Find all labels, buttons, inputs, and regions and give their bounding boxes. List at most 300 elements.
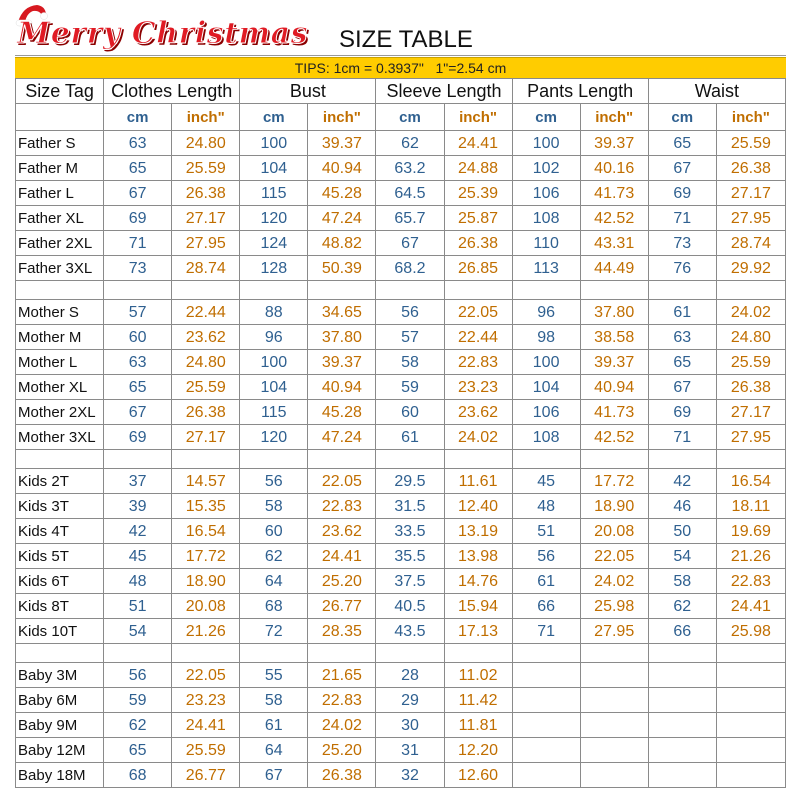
- cm-value-cell: 76: [648, 256, 716, 281]
- size-tag-cell: Father L: [16, 181, 104, 206]
- size-table-body: [16, 131, 786, 788]
- cm-value-cell: 54: [648, 544, 716, 569]
- inch-value-cell: 22.83: [444, 350, 512, 375]
- size-table: [15, 78, 786, 788]
- cm-value-cell: 57: [104, 300, 172, 325]
- spacer-cell: [172, 644, 240, 663]
- cm-value-cell: 45: [104, 544, 172, 569]
- inch-value-cell: 47.24: [308, 206, 376, 231]
- inch-value-cell: 26.38: [716, 156, 785, 181]
- inch-value-cell: 20.08: [580, 519, 648, 544]
- cm-value-cell: 56: [104, 663, 172, 688]
- inch-value-cell: 37.80: [308, 325, 376, 350]
- spacer-cell: [716, 281, 785, 300]
- cm-value-cell: 71: [512, 619, 580, 644]
- spacer-cell: [104, 644, 172, 663]
- cm-value-cell: 31.5: [376, 494, 444, 519]
- cm-value-cell: 61: [648, 300, 716, 325]
- cm-value-cell: 63: [648, 325, 716, 350]
- cm-value-cell: 113: [512, 256, 580, 281]
- group-header-row: [16, 79, 786, 104]
- cm-value-cell: 61: [240, 713, 308, 738]
- size-tag-cell: Father 2XL: [16, 231, 104, 256]
- header-divider: [15, 55, 786, 56]
- inch-value-cell: 24.80: [172, 131, 240, 156]
- table-row: [16, 206, 786, 231]
- spacer-cell: [172, 281, 240, 300]
- cm-value-cell: 100: [240, 131, 308, 156]
- cm-value-cell: 42: [104, 519, 172, 544]
- inch-value-cell: 25.59: [172, 156, 240, 181]
- spacer-cell: [512, 281, 580, 300]
- inch-value-cell: 27.17: [716, 181, 785, 206]
- size-tag-cell: Mother 2XL: [16, 400, 104, 425]
- table-row: [16, 231, 786, 256]
- table-row: [16, 256, 786, 281]
- cm-value-cell: 68.2: [376, 256, 444, 281]
- cm-value-cell: 71: [648, 425, 716, 450]
- inch-value-cell: 26.85: [444, 256, 512, 281]
- table-row: [16, 300, 786, 325]
- table-row: [16, 619, 786, 644]
- table-row: [16, 400, 786, 425]
- spacer-cell: [444, 450, 512, 469]
- inch-value-cell: 14.76: [444, 569, 512, 594]
- cm-value-cell: 120: [240, 206, 308, 231]
- unit-inch: inch": [444, 104, 512, 131]
- inch-value-cell: 22.83: [308, 494, 376, 519]
- inch-value-cell: 37.80: [580, 300, 648, 325]
- inch-value-cell: 15.94: [444, 594, 512, 619]
- cm-value-cell: 115: [240, 181, 308, 206]
- size-tag-cell: Mother XL: [16, 375, 104, 400]
- spacer-cell: [308, 450, 376, 469]
- cm-value-cell: 33.5: [376, 519, 444, 544]
- inch-value-cell: 42.52: [580, 425, 648, 450]
- inch-value-cell: 28.74: [172, 256, 240, 281]
- size-tag-cell: Father S: [16, 131, 104, 156]
- cm-value-cell: 100: [512, 131, 580, 156]
- cm-value-cell: 124: [240, 231, 308, 256]
- table-row: [16, 594, 786, 619]
- inch-value-cell: 22.83: [308, 688, 376, 713]
- cm-value-cell: 67: [376, 231, 444, 256]
- inch-value-cell: 24.41: [444, 131, 512, 156]
- table-row: [16, 519, 786, 544]
- spacer-cell: [240, 281, 308, 300]
- table-row: [16, 713, 786, 738]
- inch-value-cell: 11.42: [444, 688, 512, 713]
- inch-value-cell: 16.54: [172, 519, 240, 544]
- cm-value-cell: 68: [104, 763, 172, 788]
- cm-value-cell: 63: [104, 350, 172, 375]
- inch-value-cell: 23.23: [172, 688, 240, 713]
- group-header-waist: Waist: [648, 79, 785, 104]
- cm-value-cell: 108: [512, 206, 580, 231]
- inch-value-cell: 25.59: [716, 350, 785, 375]
- cm-value-cell: 67: [648, 375, 716, 400]
- table-row: [16, 688, 786, 713]
- inch-value-cell: 25.59: [172, 738, 240, 763]
- table-row: [16, 763, 786, 788]
- inch-value-cell: 22.44: [172, 300, 240, 325]
- size-tag-cell: Baby 3M: [16, 663, 104, 688]
- inch-value-cell: 26.38: [444, 231, 512, 256]
- size-tag-cell: Mother L: [16, 350, 104, 375]
- cm-value-cell: 59: [104, 688, 172, 713]
- inch-value-cell: 44.49: [580, 256, 648, 281]
- cm-value-cell: 71: [648, 206, 716, 231]
- cm-value-cell: 73: [104, 256, 172, 281]
- inch-value-cell: 14.57: [172, 469, 240, 494]
- cm-value-cell: 66: [512, 594, 580, 619]
- cm-value-cell: 35.5: [376, 544, 444, 569]
- spacer-cell: [648, 281, 716, 300]
- spacer-cell: [580, 281, 648, 300]
- inch-value-cell: 39.37: [308, 131, 376, 156]
- table-row: [16, 156, 786, 181]
- inch-value-cell: 27.17: [172, 425, 240, 450]
- inch-value-cell: 13.98: [444, 544, 512, 569]
- inch-value-cell: 12.20: [444, 738, 512, 763]
- cm-value-cell: 65.7: [376, 206, 444, 231]
- cm-value-cell: 65: [104, 738, 172, 763]
- cm-value-cell: 37.5: [376, 569, 444, 594]
- cm-value-cell: 102: [512, 156, 580, 181]
- inch-value-cell: 21.65: [308, 663, 376, 688]
- cm-value-cell: 51: [512, 519, 580, 544]
- size-tag-cell: Kids 5T: [16, 544, 104, 569]
- cm-value-cell: 58: [240, 688, 308, 713]
- table-row: [16, 181, 786, 206]
- cm-value-cell: 65: [104, 375, 172, 400]
- cm-value-cell: 63: [104, 131, 172, 156]
- cm-value-cell: 56: [512, 544, 580, 569]
- page-header: [15, 0, 786, 56]
- cm-value-cell: 64.5: [376, 181, 444, 206]
- cm-value-cell: [512, 713, 580, 738]
- cm-value-cell: [648, 763, 716, 788]
- inch-value-cell: 25.20: [308, 738, 376, 763]
- table-row: [16, 494, 786, 519]
- cm-value-cell: 57: [376, 325, 444, 350]
- inch-value-cell: [716, 713, 785, 738]
- inch-value-cell: 26.38: [172, 181, 240, 206]
- cm-value-cell: 51: [104, 594, 172, 619]
- table-row: [16, 569, 786, 594]
- cm-value-cell: 66: [648, 619, 716, 644]
- inch-value-cell: 26.77: [308, 594, 376, 619]
- inch-value-cell: 24.41: [716, 594, 785, 619]
- cm-value-cell: 45: [512, 469, 580, 494]
- inch-value-cell: 26.38: [308, 763, 376, 788]
- size-tag-cell: Kids 10T: [16, 619, 104, 644]
- inch-value-cell: 24.02: [308, 713, 376, 738]
- cm-value-cell: [648, 688, 716, 713]
- inch-value-cell: 18.90: [172, 569, 240, 594]
- inch-value-cell: 43.31: [580, 231, 648, 256]
- inch-value-cell: 12.60: [444, 763, 512, 788]
- cm-value-cell: 63.2: [376, 156, 444, 181]
- size-tag-cell: Mother 3XL: [16, 425, 104, 450]
- inch-value-cell: 17.72: [580, 469, 648, 494]
- inch-value-cell: 40.16: [580, 156, 648, 181]
- spacer-cell: [512, 450, 580, 469]
- cm-value-cell: 29.5: [376, 469, 444, 494]
- spacer-cell: [716, 644, 785, 663]
- inch-value-cell: 48.82: [308, 231, 376, 256]
- cm-value-cell: 96: [512, 300, 580, 325]
- spacer-cell: [308, 281, 376, 300]
- inch-value-cell: 24.41: [308, 544, 376, 569]
- spacer-cell: [512, 644, 580, 663]
- inch-value-cell: [580, 688, 648, 713]
- inch-value-cell: 25.39: [444, 181, 512, 206]
- spacer-cell: [580, 644, 648, 663]
- cm-value-cell: 96: [240, 325, 308, 350]
- table-row: [16, 375, 786, 400]
- spacer-cell: [240, 644, 308, 663]
- cm-value-cell: 100: [512, 350, 580, 375]
- inch-value-cell: 26.77: [172, 763, 240, 788]
- spacer-cell: [16, 450, 104, 469]
- cm-value-cell: 61: [512, 569, 580, 594]
- unit-cm: cm: [240, 104, 308, 131]
- inch-value-cell: 27.95: [716, 206, 785, 231]
- table-row: [16, 325, 786, 350]
- inch-value-cell: 47.24: [308, 425, 376, 450]
- inch-value-cell: 27.95: [716, 425, 785, 450]
- table-row: [16, 469, 786, 494]
- inch-value-cell: 11.02: [444, 663, 512, 688]
- size-tag-cell: Mother S: [16, 300, 104, 325]
- spacer-cell: [376, 644, 444, 663]
- unit-cm: cm: [648, 104, 716, 131]
- inch-value-cell: [716, 663, 785, 688]
- table-row: [16, 544, 786, 569]
- size-tag-cell: Baby 6M: [16, 688, 104, 713]
- inch-value-cell: 25.59: [172, 375, 240, 400]
- inch-value-cell: 28.74: [716, 231, 785, 256]
- spacer-cell: [172, 450, 240, 469]
- inch-value-cell: 39.37: [308, 350, 376, 375]
- size-tag-cell: Kids 3T: [16, 494, 104, 519]
- cm-value-cell: 65: [648, 350, 716, 375]
- inch-value-cell: 40.94: [308, 156, 376, 181]
- inch-value-cell: [716, 763, 785, 788]
- group-header-clothes-length: Clothes Length: [104, 79, 240, 104]
- cm-value-cell: 108: [512, 425, 580, 450]
- inch-value-cell: 17.72: [172, 544, 240, 569]
- cm-value-cell: 31: [376, 738, 444, 763]
- size-tag-cell: Father 3XL: [16, 256, 104, 281]
- inch-value-cell: 40.94: [308, 375, 376, 400]
- cm-value-cell: 28: [376, 663, 444, 688]
- inch-value-cell: 27.95: [580, 619, 648, 644]
- inch-value-cell: 11.61: [444, 469, 512, 494]
- spacer-cell: [648, 644, 716, 663]
- cm-value-cell: 104: [512, 375, 580, 400]
- spacer-cell: [444, 644, 512, 663]
- cm-value-cell: 32: [376, 763, 444, 788]
- cm-value-cell: 42: [648, 469, 716, 494]
- inch-value-cell: 29.92: [716, 256, 785, 281]
- spacer-cell: [648, 450, 716, 469]
- inch-value-cell: 11.81: [444, 713, 512, 738]
- inch-value-cell: 41.73: [580, 400, 648, 425]
- inch-value-cell: 25.20: [308, 569, 376, 594]
- cm-value-cell: 69: [648, 400, 716, 425]
- cm-value-cell: 72: [240, 619, 308, 644]
- inch-value-cell: 42.52: [580, 206, 648, 231]
- unit-cm: cm: [376, 104, 444, 131]
- cm-value-cell: 100: [240, 350, 308, 375]
- inch-value-cell: 24.02: [580, 569, 648, 594]
- inch-value-cell: 34.65: [308, 300, 376, 325]
- cm-value-cell: 69: [648, 181, 716, 206]
- inch-value-cell: 23.62: [172, 325, 240, 350]
- table-row: [16, 131, 786, 156]
- cm-value-cell: [512, 688, 580, 713]
- inch-value-cell: 21.26: [172, 619, 240, 644]
- cm-value-cell: 48: [104, 569, 172, 594]
- cm-value-cell: 69: [104, 425, 172, 450]
- cm-value-cell: [648, 713, 716, 738]
- inch-value-cell: 25.87: [444, 206, 512, 231]
- table-row: [16, 425, 786, 450]
- cm-value-cell: 110: [512, 231, 580, 256]
- cm-value-cell: 104: [240, 156, 308, 181]
- inch-value-cell: 40.94: [580, 375, 648, 400]
- spacer-cell: [580, 450, 648, 469]
- cm-value-cell: 62: [104, 713, 172, 738]
- unit-inch: inch": [716, 104, 785, 131]
- inch-value-cell: 13.19: [444, 519, 512, 544]
- cm-value-cell: 128: [240, 256, 308, 281]
- unit-inch: inch": [172, 104, 240, 131]
- inch-value-cell: 26.38: [716, 375, 785, 400]
- cm-value-cell: 65: [648, 131, 716, 156]
- cm-value-cell: [648, 738, 716, 763]
- inch-value-cell: [580, 738, 648, 763]
- inch-value-cell: 27.17: [172, 206, 240, 231]
- inch-value-cell: 17.13: [444, 619, 512, 644]
- inch-value-cell: 25.98: [580, 594, 648, 619]
- cm-value-cell: 62: [376, 131, 444, 156]
- inch-value-cell: 24.02: [716, 300, 785, 325]
- inch-value-cell: [580, 763, 648, 788]
- cm-value-cell: 115: [240, 400, 308, 425]
- inch-value-cell: 50.39: [308, 256, 376, 281]
- inch-value-cell: 24.88: [444, 156, 512, 181]
- inch-value-cell: 45.28: [308, 181, 376, 206]
- unit-header-blank: [16, 104, 104, 131]
- logo-text: Merry Christmas: [17, 16, 308, 51]
- cm-value-cell: 61: [376, 425, 444, 450]
- group-header-pants-length: Pants Length: [512, 79, 648, 104]
- cm-value-cell: 65: [104, 156, 172, 181]
- table-row: [16, 350, 786, 375]
- size-tag-cell: Kids 8T: [16, 594, 104, 619]
- size-tag-cell: Mother M: [16, 325, 104, 350]
- cm-value-cell: 67: [104, 400, 172, 425]
- size-tag-cell: Kids 2T: [16, 469, 104, 494]
- size-tag-cell: Baby 9M: [16, 713, 104, 738]
- table-row: [16, 738, 786, 763]
- inch-value-cell: 23.23: [444, 375, 512, 400]
- merry-christmas-logo: [15, 2, 308, 54]
- cm-value-cell: 67: [240, 763, 308, 788]
- inch-value-cell: 24.02: [444, 425, 512, 450]
- cm-value-cell: 120: [240, 425, 308, 450]
- inch-value-cell: 26.38: [172, 400, 240, 425]
- inch-value-cell: 12.40: [444, 494, 512, 519]
- cm-value-cell: 64: [240, 738, 308, 763]
- inch-value-cell: 18.90: [580, 494, 648, 519]
- cm-value-cell: 58: [648, 569, 716, 594]
- cm-value-cell: 50: [648, 519, 716, 544]
- group-header-sleeve-length: Sleeve Length: [376, 79, 512, 104]
- cm-value-cell: 67: [104, 181, 172, 206]
- inch-value-cell: 24.80: [172, 350, 240, 375]
- cm-value-cell: 67: [648, 156, 716, 181]
- inch-value-cell: 22.05: [308, 469, 376, 494]
- cm-value-cell: 106: [512, 181, 580, 206]
- section-spacer-row: [16, 644, 786, 663]
- unit-inch: inch": [308, 104, 376, 131]
- cm-value-cell: 56: [376, 300, 444, 325]
- spacer-cell: [376, 281, 444, 300]
- inch-value-cell: [716, 738, 785, 763]
- inch-value-cell: [716, 688, 785, 713]
- cm-value-cell: 46: [648, 494, 716, 519]
- cm-value-cell: 56: [240, 469, 308, 494]
- size-tag-header: Size Tag: [16, 79, 104, 104]
- unit-header-row: [16, 104, 786, 131]
- cm-value-cell: 60: [104, 325, 172, 350]
- inch-value-cell: 23.62: [444, 400, 512, 425]
- unit-cm: cm: [512, 104, 580, 131]
- cm-value-cell: 43.5: [376, 619, 444, 644]
- cm-value-cell: 60: [376, 400, 444, 425]
- cm-value-cell: 58: [240, 494, 308, 519]
- inch-value-cell: [580, 663, 648, 688]
- spacer-cell: [104, 450, 172, 469]
- inch-value-cell: 20.08: [172, 594, 240, 619]
- cm-value-cell: 73: [648, 231, 716, 256]
- cm-value-cell: 64: [240, 569, 308, 594]
- inch-value-cell: 22.83: [716, 569, 785, 594]
- cm-value-cell: 71: [104, 231, 172, 256]
- spacer-cell: [16, 281, 104, 300]
- cm-value-cell: 106: [512, 400, 580, 425]
- inch-value-cell: 23.62: [308, 519, 376, 544]
- spacer-cell: [240, 450, 308, 469]
- cm-value-cell: [512, 763, 580, 788]
- spacer-cell: [716, 450, 785, 469]
- inch-value-cell: 25.98: [716, 619, 785, 644]
- inch-value-cell: 41.73: [580, 181, 648, 206]
- cm-value-cell: 62: [648, 594, 716, 619]
- size-tag-cell: Baby 12M: [16, 738, 104, 763]
- inch-value-cell: 15.35: [172, 494, 240, 519]
- cm-value-cell: 29: [376, 688, 444, 713]
- section-spacer-row: [16, 281, 786, 300]
- spacer-cell: [444, 281, 512, 300]
- inch-value-cell: 22.05: [172, 663, 240, 688]
- size-tag-cell: Father XL: [16, 206, 104, 231]
- cm-value-cell: 55: [240, 663, 308, 688]
